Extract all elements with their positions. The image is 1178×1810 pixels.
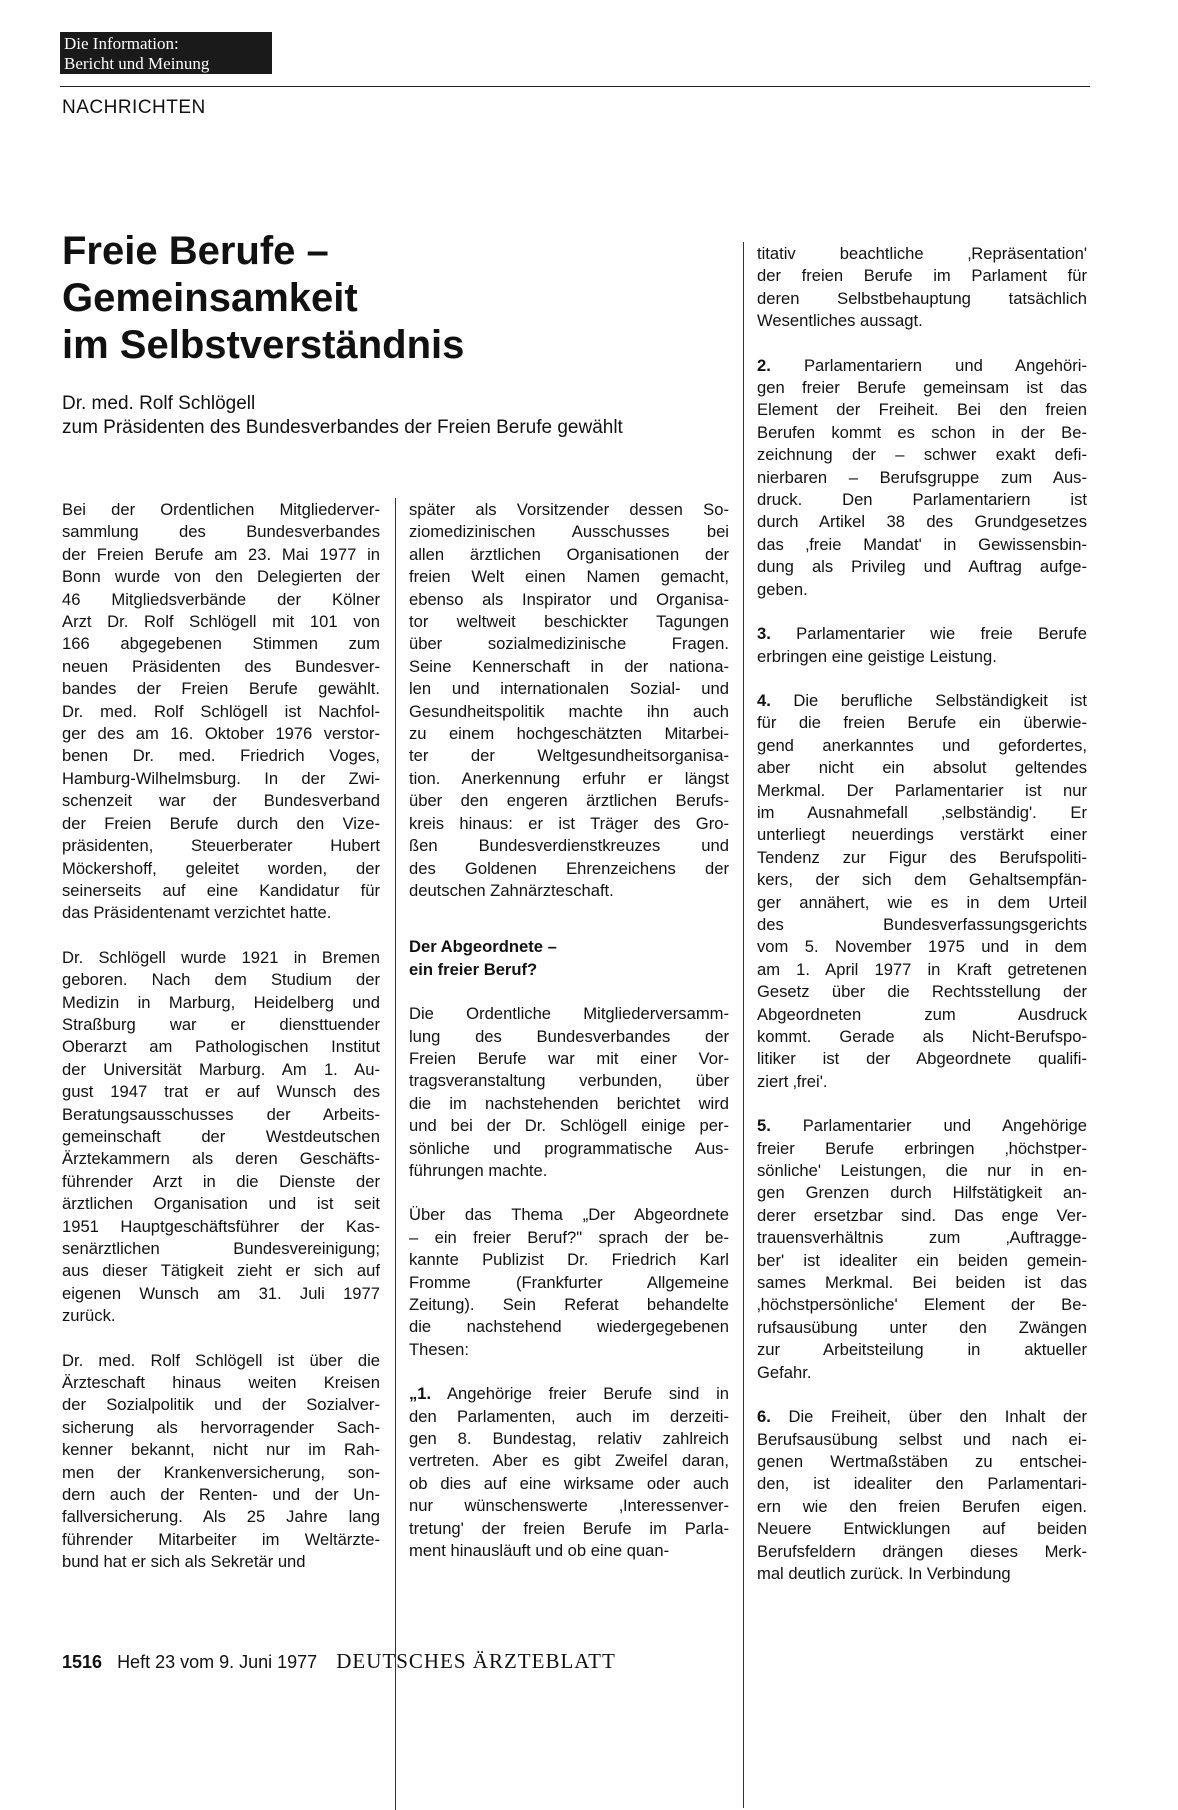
- text-line: kenner bekannt, nicht nur im Rah-: [62, 1440, 380, 1460]
- text-line: zurück.: [62, 1306, 116, 1326]
- text-line: Bei der Ordentlichen Mitgliederver-: [62, 500, 380, 519]
- text-line: 46 Mitgliedsverbände der Kölner: [62, 589, 380, 609]
- text-line: Über das Thema „Der Abgeordnete: [409, 1205, 729, 1225]
- text-line: ‚höchstpersönliche' Element der Be-: [757, 1295, 1087, 1315]
- text-line: ment hinausläuft und ob eine quan-: [409, 1541, 670, 1561]
- rubric-line-1: Die Information:: [64, 34, 179, 53]
- text-line: kannte Publizist Dr. Friedrich Karl: [409, 1250, 729, 1270]
- text-line: freien Welt einen Namen gemacht,: [409, 567, 729, 587]
- text-line: Medizin in Marburg, Heidelberg und: [62, 992, 380, 1012]
- text-line: ziert ‚frei'.: [757, 1071, 828, 1091]
- text-line: aber nicht ein absolut geltendes: [757, 758, 1087, 778]
- text-line: Wesentliches aussagt.: [757, 311, 923, 331]
- text-line: gen Grenzen durch Hilfstätigkeit an-: [757, 1183, 1087, 1203]
- text-line: das Präsidentenamt verzichtet hatte.: [62, 903, 332, 923]
- text-line: sammlung des Bundesverbandes: [62, 522, 380, 542]
- text-line: – ein freier Beruf?" sprach der be-: [409, 1227, 729, 1247]
- paragraph: [62, 947, 380, 1328]
- text-line: Berufsausübung selbst und nach ei-: [757, 1429, 1087, 1449]
- text-line: der Sozialpolitik und der Sozialver-: [62, 1395, 380, 1415]
- text-line: tion. Anerkennung erfuhr er längst: [409, 768, 729, 788]
- text-line: gen freier Berufe gemeinsam ist das: [757, 378, 1087, 398]
- text-line: len und internationalen Sozial- und: [409, 679, 729, 699]
- text-line: Seine Kennerschaft in der nationa-: [409, 656, 729, 676]
- text-line: ßen Bundesverdienstkreuzes und: [409, 836, 729, 856]
- text-line: Merkmal. Der Parlamentarier ist nur: [757, 780, 1087, 800]
- text-line: der Freien Berufe durch den Vize-: [62, 813, 380, 833]
- rubric-box: [60, 32, 272, 74]
- text-line: gust 1947 trat er auf Wunsch des: [62, 1082, 380, 1102]
- paragraph: [62, 499, 380, 925]
- text-line: präsidenten, Steuerberater Hubert: [62, 836, 380, 856]
- text-line: sames Merkmal. Bei beiden ist das: [757, 1273, 1087, 1293]
- text-line: des Bundesverfassungsgerichts: [757, 914, 1087, 934]
- text-line: litiker ist der Abgeordnete qualifi-: [757, 1049, 1087, 1069]
- text-line: schenzeit war der Bundesverband: [62, 791, 380, 811]
- text-line: Die Ordentliche Mitgliederversamm-: [409, 1004, 729, 1024]
- rubric-line-2: Bericht und Meinung: [64, 54, 210, 73]
- text-line: Neuere Entwicklungen auf beiden: [757, 1519, 1087, 1539]
- text-line: ärztlichen Organisation und ist seit: [62, 1194, 380, 1214]
- byline-subtitle: zum Präsidenten des Bundesverbandes der Freien Berufe gewählt: [62, 417, 623, 438]
- headline-line: Freie Berufe –: [62, 229, 329, 273]
- headline-line: im Selbstverständnis: [62, 323, 465, 367]
- column-divider: [743, 242, 744, 1808]
- text-line: kreis hinaus: er ist Träger des Gro-: [409, 813, 729, 833]
- text-line: vom 5. November 1975 und in dem: [757, 937, 1087, 957]
- text-line: Bonn wurde von den Delegierten der: [62, 567, 380, 587]
- page-footer: [62, 1649, 616, 1674]
- section-subheading: [409, 936, 729, 981]
- top-rule: [60, 86, 1090, 87]
- text-line: Straßburg war er diensttuender: [62, 1014, 380, 1034]
- article-headline: [62, 228, 702, 369]
- text-line: ziomedizinischen Ausschusses bei: [409, 522, 729, 542]
- text-line: unterliegt neuerdings verstärkt einer: [757, 825, 1087, 845]
- text-line: führender Arzt in die Dienste der: [62, 1171, 380, 1191]
- text-line: tretung' der freien Berufe im Parla-: [409, 1518, 729, 1538]
- text-line: seinerseits auf eine Kandidatur für: [62, 880, 380, 900]
- text-line: Dr. med. Rolf Schlögell ist Nachfol-: [62, 701, 380, 721]
- text-line: über sozialmedizinische Fragen.: [409, 634, 729, 654]
- text-line: Gesetz über die Rechtsstellung der: [757, 982, 1087, 1002]
- paragraph: [409, 499, 729, 902]
- text-line: Thesen:: [409, 1339, 469, 1359]
- text-line: bandes der Freien Berufe gewählt.: [62, 679, 380, 699]
- page-number: 1516: [62, 1652, 103, 1672]
- text-line: Beratungsausschusses der Arbeits-: [62, 1104, 380, 1124]
- text-line: Dr. med. Rolf Schlögell ist über die: [62, 1350, 380, 1370]
- text-line: dung als Privileg und Auftrag aufge-: [757, 557, 1087, 577]
- text-line: Hamburg-Wilhelmsburg. In der Zwi-: [62, 768, 380, 788]
- text-line: Gefahr.: [757, 1362, 812, 1382]
- text-line: sönliche und programmatische Aus-: [409, 1138, 729, 1158]
- text-line: die im nachstehenden berichtet wird: [409, 1093, 729, 1113]
- text-line: zu einem hochgeschätzten Mitarbei-: [409, 724, 729, 744]
- text-line: trauensverhältnis zum ‚Auftragge-: [757, 1228, 1087, 1248]
- text-line: der Freien Berufe am 23. Mai 1977 in: [62, 544, 380, 564]
- paragraph: [757, 243, 1087, 333]
- text-line: erbringen eine geistige Leistung.: [757, 646, 997, 666]
- text-line: 3. Parlamentarier wie freie Berufe: [757, 624, 1087, 644]
- text-line: 4. Die berufliche Selbständigkeit ist: [757, 690, 1087, 710]
- text-line: genen Wertmaßstäben zu entschei-: [757, 1451, 1087, 1471]
- text-line: freier Berufe erbringen ‚höchstper-: [757, 1138, 1087, 1158]
- text-line: Abgeordneten zum Ausdruck: [757, 1004, 1087, 1024]
- text-line: men der Krankenversicherung, son-: [62, 1462, 380, 1482]
- text-line: den, ist idealiter den Parlamentari-: [757, 1474, 1087, 1494]
- text-line: ter der Weltgesundheitsorganisa-: [409, 746, 729, 766]
- text-line: rufsausübung unter den Zwängen: [757, 1317, 1087, 1337]
- text-line: Oberarzt am Pathologischen Institut: [62, 1037, 380, 1057]
- text-line: „1. Angehörige freier Berufe sind in: [409, 1384, 729, 1404]
- text-line: Tendenz zur Figur des Berufspoliti-: [757, 847, 1087, 867]
- text-line: über den engeren ärztlichen Berufs-: [409, 791, 729, 811]
- text-column-3: [757, 243, 1087, 1607]
- text-line: deren Selbstbehauptung tatsächlich: [757, 288, 1087, 308]
- text-line: führender Mitarbeiter im Weltärzte-: [62, 1529, 380, 1549]
- text-line: ber' ist idealiter ein beiden gemein-: [757, 1250, 1087, 1270]
- paragraph: [757, 690, 1087, 1093]
- text-line: führungen machte.: [409, 1160, 548, 1180]
- text-line: deutschen Zahnärzteschaft.: [409, 880, 614, 900]
- text-line: geben.: [757, 579, 808, 599]
- text-line: tragsveranstaltung verbunden, über: [409, 1071, 729, 1091]
- text-line: vertreten. Aber es gibt Zweifel daran,: [409, 1451, 729, 1471]
- text-line: ebenso als Inspirator und Organisa-: [409, 589, 729, 609]
- text-line: ern wie den freien Berufen eigen.: [757, 1496, 1087, 1516]
- section-label: NACHRICHTEN: [62, 97, 206, 118]
- issue-info: Heft 23 vom 9. Juni 1977: [117, 1652, 318, 1672]
- text-column-2: [409, 499, 729, 1584]
- text-line: sönliche' Leistungen, die nur in en-: [757, 1161, 1087, 1181]
- paragraph: [62, 1350, 380, 1574]
- text-line: Element der Freiheit. Bei den freien: [757, 400, 1087, 420]
- text-line: durch Artikel 38 des Grundgesetzes: [757, 512, 1087, 532]
- text-line: lung des Bundesverbandes der: [409, 1026, 729, 1046]
- text-line: derer ersetzbar sind. Das enge Ver-: [757, 1205, 1087, 1225]
- text-line: der Universität Marburg. Am 1. Au-: [62, 1059, 380, 1079]
- text-line: 1951 Hauptgeschäftsführer der Kas-: [62, 1216, 380, 1236]
- text-line: Ärzteschaft hinaus weiten Kreisen: [62, 1373, 380, 1393]
- paragraph: [757, 355, 1087, 601]
- spacer: [409, 924, 729, 936]
- text-line: zur Arbeitsteilung in aktueller: [757, 1340, 1087, 1360]
- text-line: benen Dr. med. Friedrich Voges,: [62, 746, 380, 766]
- text-line: Arzt Dr. Rolf Schlögell mit 101 von: [62, 612, 380, 632]
- text-line: allen ärztlichen Organisationen der: [409, 544, 729, 564]
- text-line: Freien Berufe war mit einer Vor-: [409, 1048, 729, 1068]
- paragraph: [757, 1406, 1087, 1585]
- text-line: das ‚freie Mandat' in Gewissensbin-: [757, 534, 1087, 554]
- text-line: 2. Parlamentariern und Angehöri-: [757, 355, 1087, 375]
- text-line: nur wünschenswerte ‚Interessenver-: [409, 1496, 729, 1516]
- text-line: Dr. Schlögell wurde 1921 in Bremen: [62, 947, 380, 967]
- text-line: im Ausnahmefall ‚selbständig'. Er: [757, 802, 1087, 822]
- text-line: die nachstehend wiedergegebenen: [409, 1317, 729, 1337]
- journal-name: DEUTSCHES ÄRZTEBLATT: [336, 1649, 616, 1673]
- text-line: 166 abgegebenen Stimmen zum: [62, 634, 380, 654]
- text-line: für die freien Berufe ein überwie-: [757, 713, 1087, 733]
- paragraph: [409, 1204, 729, 1361]
- text-line: der freien Berufe im Parlament für: [757, 266, 1087, 286]
- text-line: gend anerkanntes und gefordertes,: [757, 735, 1087, 755]
- column-divider: [395, 498, 396, 1810]
- paragraph: [409, 1003, 729, 1182]
- text-line: 5. Parlamentarier und Angehörige: [757, 1116, 1087, 1136]
- text-line: zeichnung der – schwer exakt defi-: [757, 445, 1087, 465]
- text-line: titativ beachtliche ‚Repräsentation': [757, 244, 1087, 263]
- text-line: aus dieser Tätigkeit zieht er sich auf: [62, 1261, 380, 1281]
- text-line: nierbaren – Berufsgruppe zum Aus-: [757, 467, 1087, 487]
- text-line: Ärztekammern als deren Geschäfts-: [62, 1149, 380, 1169]
- text-line: ger des am 16. Oktober 1976 verstor-: [62, 724, 380, 744]
- article-byline: [62, 392, 722, 440]
- text-column-1: [62, 499, 380, 1596]
- text-line: kers, der sich dem Gehaltsempfän-: [757, 870, 1087, 890]
- text-line: ein freier Beruf?: [409, 959, 538, 979]
- text-line: Der Abgeordnete –: [409, 937, 557, 957]
- text-line: Berufen kommt es schon in der Be-: [757, 422, 1087, 442]
- text-line: kommt. Gerade als Nicht-Berufspo-: [757, 1027, 1087, 1046]
- text-line: geboren. Nach dem Studium der: [62, 970, 380, 990]
- byline-name: Dr. med. Rolf Schlögell: [62, 393, 256, 414]
- text-line: Zeitung). Sein Referat behandelte: [409, 1295, 729, 1314]
- text-line: des Goldenen Ehrenzeichens der: [409, 858, 729, 878]
- text-line: mal deutlich zurück. In Verbindung: [757, 1563, 1011, 1583]
- text-line: am 1. April 1977 in Kraft getretenen: [757, 959, 1087, 979]
- paragraph: [409, 1383, 729, 1562]
- headline-line: Gemeinsamkeit: [62, 276, 358, 320]
- text-line: ger annähert, wie es in dem Urteil: [757, 892, 1087, 912]
- text-line: später als Vorsitzender dessen So-: [409, 500, 729, 519]
- text-line: den Parlamenten, auch im derzeiti-: [409, 1406, 729, 1426]
- text-line: und bei der Dr. Schlögell einige per-: [409, 1116, 729, 1136]
- text-line: ob dies auf eine wirksame oder auch: [409, 1473, 729, 1493]
- text-line: 6. Die Freiheit, über den Inhalt der: [757, 1407, 1087, 1427]
- text-line: senärztlichen Bundesvereinigung;: [62, 1239, 380, 1258]
- text-line: fallversicherung. Als 25 Jahre lang: [62, 1507, 380, 1527]
- text-line: tor weltweit beschickter Tagungen: [409, 612, 729, 632]
- text-line: Berufsfeldern drängen dieses Merk-: [757, 1541, 1087, 1561]
- text-line: Möckershoff, geleitet worden, der: [62, 858, 380, 878]
- text-line: gen 8. Bundestag, relativ zahlreich: [409, 1429, 729, 1449]
- paragraph: [757, 1115, 1087, 1384]
- text-line: sicherung als hervorragender Sach-: [62, 1417, 380, 1437]
- paragraph: [757, 623, 1087, 668]
- text-line: druck. Den Parlamentariern ist: [757, 490, 1087, 510]
- text-line: eigenen Wunsch am 31. Juli 1977: [62, 1283, 380, 1303]
- text-line: bund hat er sich als Sekretär und: [62, 1552, 306, 1572]
- text-line: gemeinschaft der Westdeutschen: [62, 1126, 380, 1146]
- text-line: Gesundheitspolitik machte ihn auch: [409, 701, 729, 721]
- text-line: neuen Präsidenten des Bundesver-: [62, 656, 380, 676]
- text-line: Fromme (Frankfurter Allgemeine: [409, 1272, 729, 1292]
- text-line: dern auch der Renten- und der Un-: [62, 1485, 380, 1505]
